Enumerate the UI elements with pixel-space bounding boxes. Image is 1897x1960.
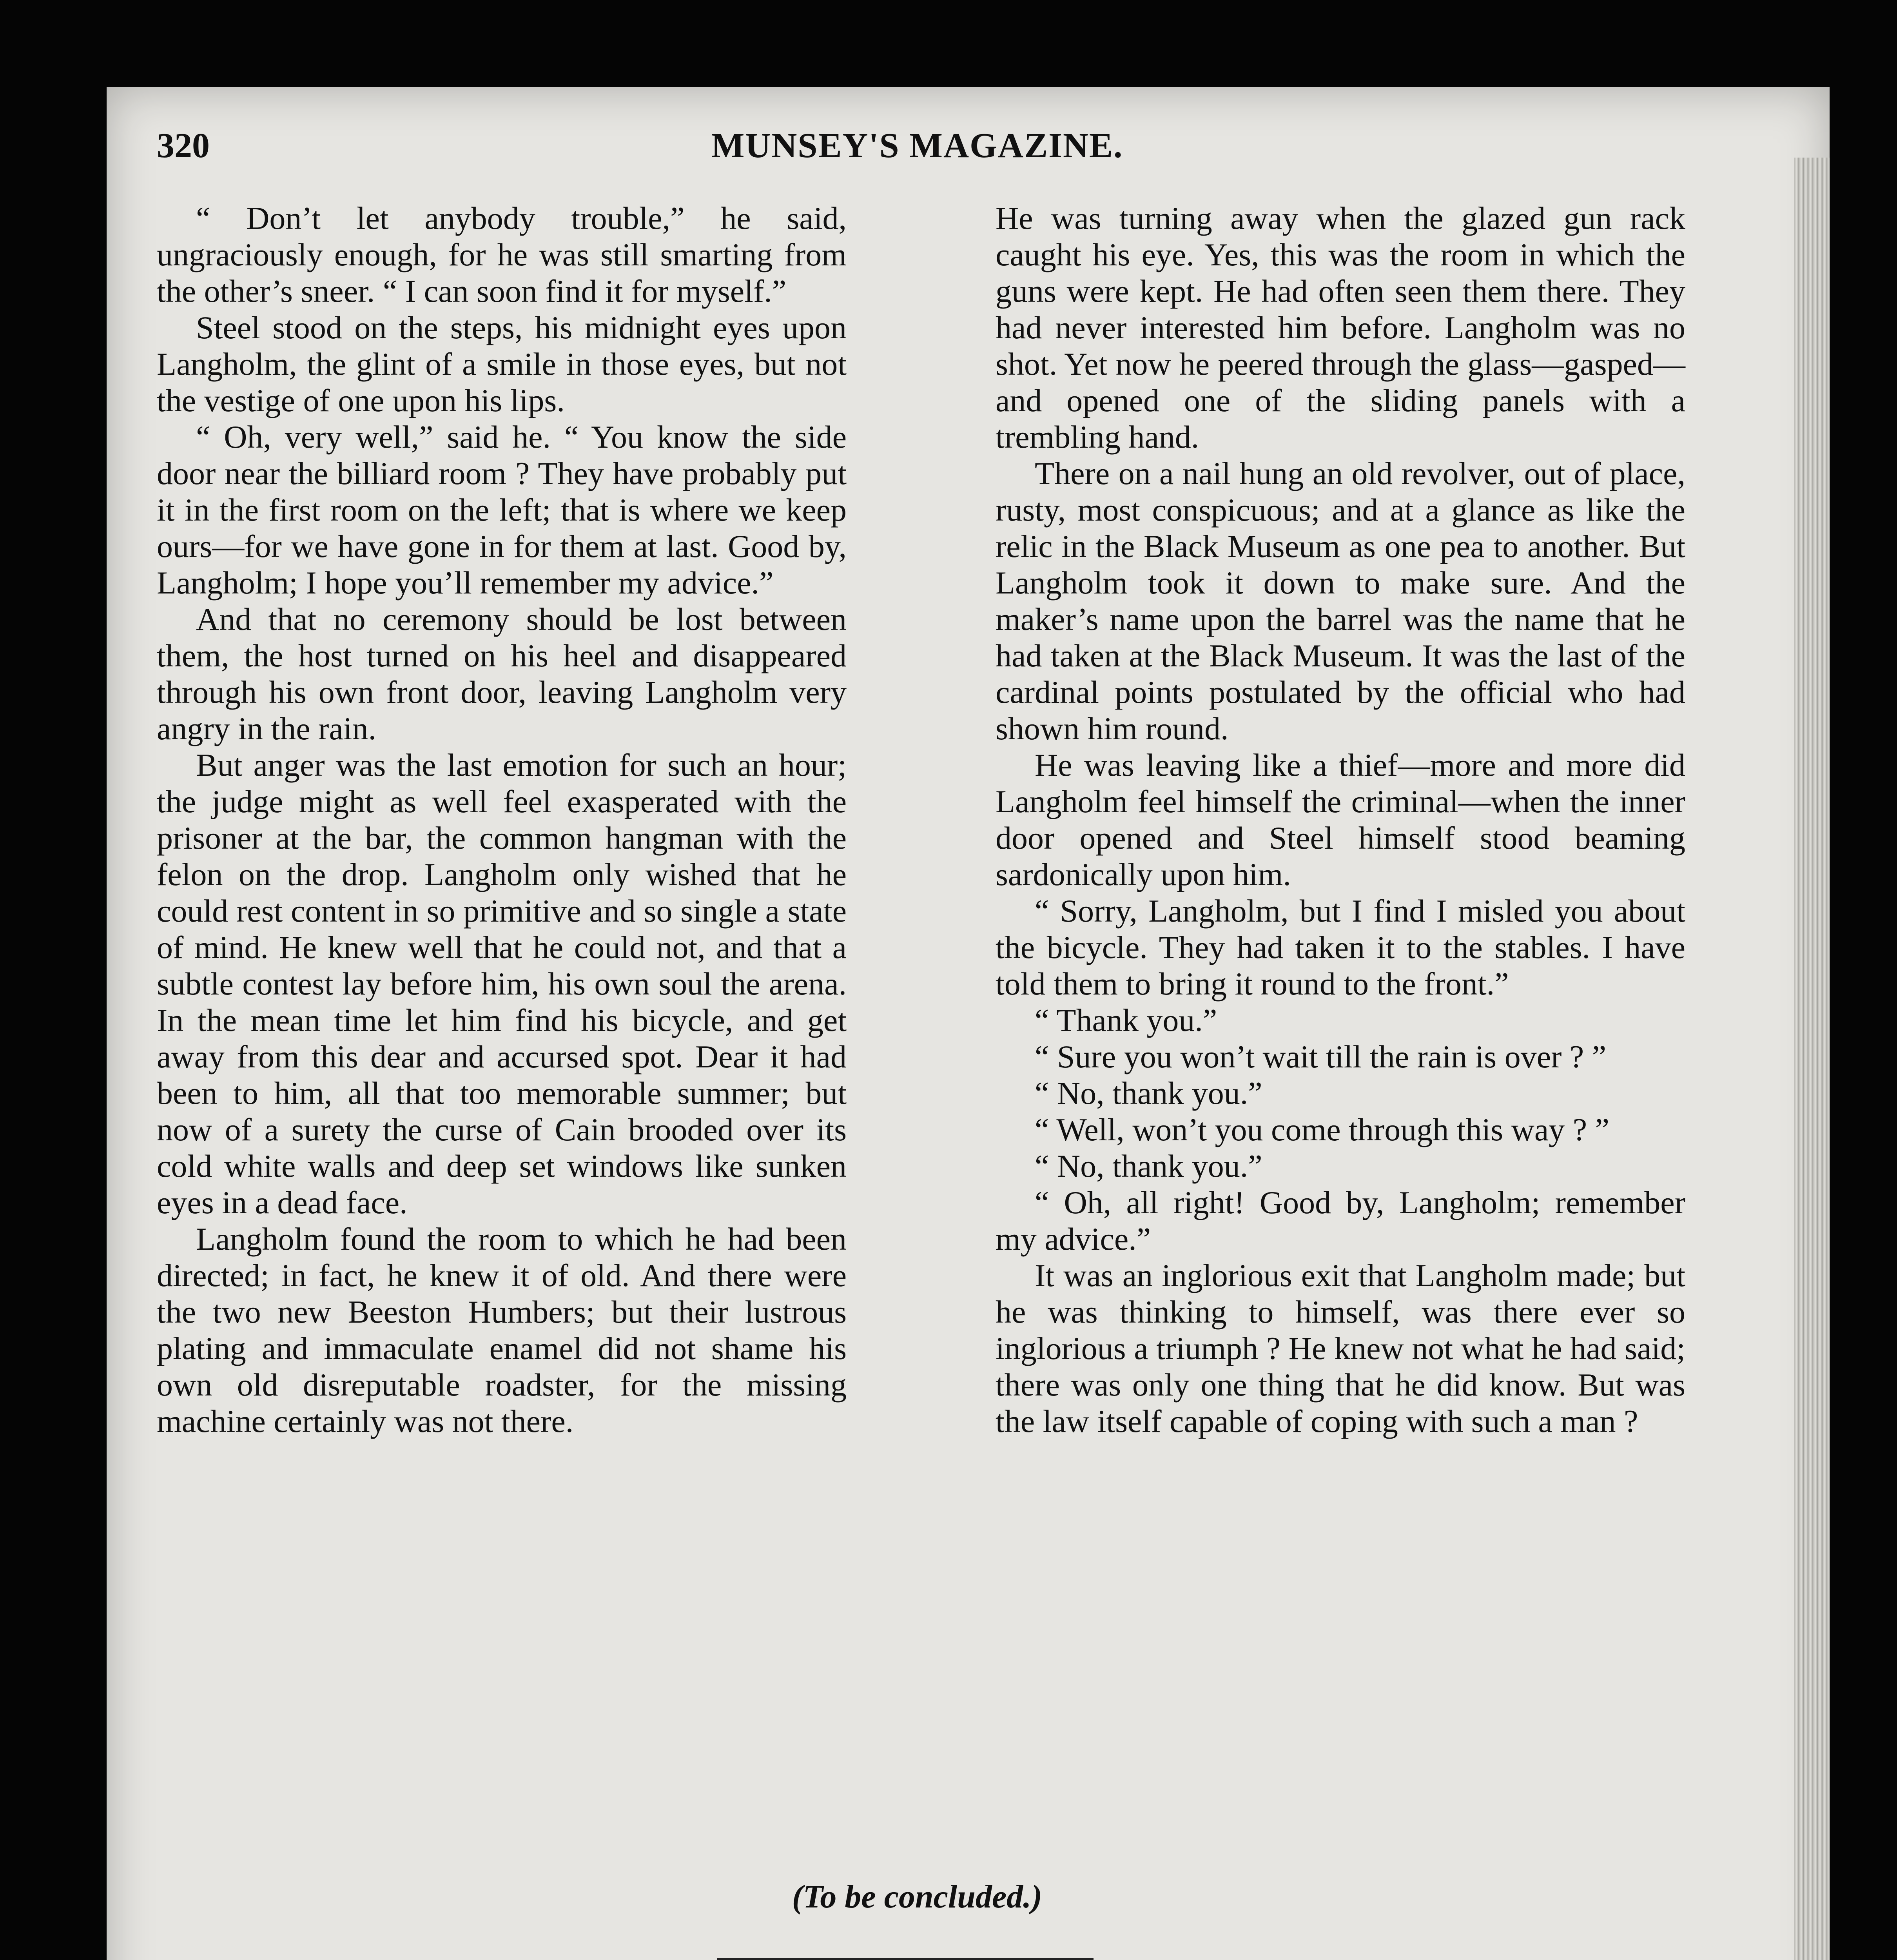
page-number: 320 (157, 126, 210, 165)
paragraph: He was turning away when the glazed gun rack caught his eye. Yes, this was the room in which the guns were kept. He had often seen them there. They had never interested him before. Langholm was no shot. Yet now he peered through the glass—gasped—and opened one of the sliding panels with a trembling hand. (996, 200, 1685, 455)
paragraph: Langholm found the room to which he had been directed; in fact, he knew it of old. And there were the two new Beeston Humbers; but their lustrous plating and immaculate enamel did not shame his own old disreputable roadster, for the missing machine certainly was not there. (157, 1221, 847, 1439)
page-edge (1794, 158, 1830, 1960)
paragraph: “ Thank you.” (1035, 1002, 1217, 1038)
page-header (157, 125, 1678, 184)
paragraph: “ Don’t let anybody trouble,” he said, ungraciously enough, for he was still smarting from the other’s sneer. “ I can soon find it for myself.” (157, 200, 847, 309)
paragraph: “ No, thank you.” (1035, 1148, 1262, 1184)
left-column (157, 200, 847, 1439)
paragraph: “ Oh, very well,” said he. “ You know the side door near the billiard room ? They have probably put it in the first room on the left; that is where we keep ours—for we have gone in for them at last. Good by, Langholm; I hope you’ll remember my advice.” (157, 419, 847, 601)
paragraph: He was leaving like a thief—more and more did Langholm feel himself the criminal—when the inner door opened and Steel himself stood beaming sardonically upon him. (996, 747, 1685, 892)
to-be-concluded: (To be concluded.) (792, 1878, 1043, 1915)
running-head: MUNSEY'S MAGAZINE. (711, 126, 1123, 165)
paragraph: There on a nail hung an old revolver, out of place, rusty, most conspicuous; and at a glance as like the relic in the Black Museum as one pea to another. But Langholm took it down to make sure. And the maker’s name upon the barrel was the name that he had taken at the Black Museum. It was the last of the cardinal points postulated by the official who had shown him round. (996, 456, 1685, 746)
paragraph: “ No, thank you.” (1035, 1075, 1262, 1111)
paragraph: “ Oh, all right! Good by, Langholm; remember my advice.” (996, 1185, 1685, 1257)
paragraph: But anger was the last emotion for such an hour; the judge might as well feel exasperated with the prisoner at the bar, the common hangman with the felon on the drop. Langholm only wished that he could rest content in so primitive and so single a state of mind. He knew well that he could not, and that a subtle contest lay before him, his own soul the arena. In the mean time let him find his bicycle, and get away from this dear and accursed spot. Dear it had been to him, all that too memorable summer; but now of a surety the curse of Cain brooded over its cold white walls and deep set windows like sunken eyes in a dead face. (157, 747, 847, 1220)
section-divider (717, 1958, 1094, 1960)
right-column (996, 200, 1685, 1439)
paragraph: Steel stood on the steps, his midnight eyes upon Langholm, the glint of a smile in those eyes, but not the vestige of one upon his lips. (157, 310, 847, 418)
paragraph: And that no ceremony should be lost between them, the host turned on his heel and disappeared through his own front door, leaving Langholm very angry in the rain. (157, 601, 847, 746)
paragraph: “ Sorry, Langholm, but I find I misled you about the bicycle. They had taken it to the stables. I have told them to bring it round to the front.” (996, 893, 1685, 1002)
paragraph: “ Sure you won’t wait till the rain is over ? ” (1035, 1039, 1607, 1074)
paragraph: “ Well, won’t you come through this way ? ” (1035, 1112, 1610, 1147)
paragraph: It was an inglorious exit that Langholm made; but he was thinking to himself, was there ever so inglorious a triumph ? He knew not what he had said; there was only one thing that he did know. But was the law itself capable of coping with such a man ? (996, 1258, 1685, 1439)
